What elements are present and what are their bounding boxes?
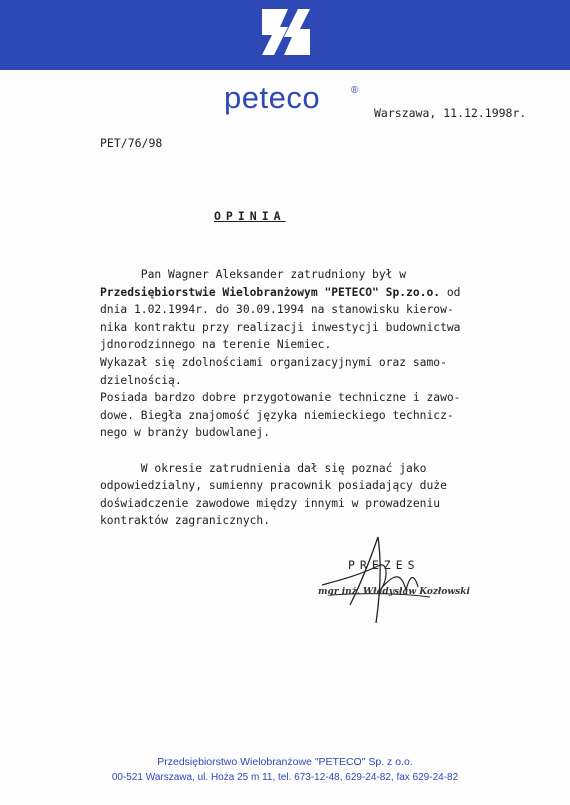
body-line-pre: dzielnością. bbox=[100, 373, 182, 387]
letter-body bbox=[100, 266, 500, 530]
body-line bbox=[100, 372, 500, 390]
body-line bbox=[100, 284, 500, 302]
body-line bbox=[100, 495, 500, 513]
signature-scribble-icon bbox=[310, 535, 470, 625]
body-line bbox=[100, 460, 500, 478]
body-line bbox=[100, 407, 500, 425]
body-line-pre: Posiada bardzo dobre przygotowanie techniczne i zawo- bbox=[100, 391, 461, 405]
body-line-pre: Wykazał się zdolnościami organizacyjnymi oraz samo- bbox=[100, 355, 447, 369]
body-line bbox=[100, 319, 500, 337]
signer-title: PREZES bbox=[348, 558, 420, 572]
peteco-logo-icon bbox=[258, 5, 314, 59]
body-line bbox=[100, 424, 500, 442]
footer-company: Przedsiębiorstwo Wielobranżowe "PETECO" Sp. z o.o. bbox=[157, 756, 413, 768]
body-line-pre: W okresie zatrudnienia dał się poznać jako bbox=[100, 461, 427, 475]
body-line bbox=[100, 336, 500, 354]
body-line bbox=[100, 266, 500, 284]
body-line-pre: kontraktów zagranicznych. bbox=[100, 514, 271, 528]
body-line bbox=[100, 389, 500, 407]
body-line-pre: dowe. Biegła znajomość języka niemieckiego technicz- bbox=[100, 408, 454, 422]
body-line-pre: nika kontraktu przy realizacji inwestycji budownictwa bbox=[100, 320, 461, 334]
footer-address: 00-521 Warszawa, ul. Hoża 25 m 11, tel. 673-12-48, 629-24-82, fax 629-24-82 bbox=[111, 772, 459, 783]
body-line bbox=[100, 477, 500, 495]
place-date: Warszawa, 11.12.1998r. bbox=[374, 106, 527, 120]
body-line-pre: dnia 1.02.1994r. do 30.09.1994 na stanowisku kierow- bbox=[100, 303, 454, 317]
registered-mark: ® bbox=[351, 85, 359, 96]
body-line-pre: doświadczenie zawodowe między innymi w prowadzeniu bbox=[100, 496, 441, 510]
body-line bbox=[100, 512, 500, 530]
brand-name: peteco bbox=[224, 80, 321, 115]
body-line bbox=[100, 354, 500, 372]
document-title: OPINIA bbox=[214, 209, 286, 223]
body-line-post: od bbox=[440, 285, 461, 299]
body-line-bold: Przedsiębiorstwie Wielobranżowym "PETECO" Sp.zo.o. bbox=[100, 285, 441, 299]
body-line-pre: Pan Wagner Aleksander zatrudniony był w bbox=[100, 268, 407, 281]
body-line bbox=[100, 442, 500, 460]
reference-number: PET/76/98 bbox=[100, 136, 163, 150]
body-line-pre: jdnorodzinnego na terenie Niemiec. bbox=[100, 338, 332, 352]
signer-name-stamp: mgr inż. Władysław Kozłowski bbox=[318, 587, 470, 597]
body-line-pre: odpowiedzialny, sumienny pracownik posiadający duże bbox=[100, 479, 447, 493]
body-line-pre: nego w branży budowlanej. bbox=[100, 426, 271, 440]
header-band bbox=[0, 0, 570, 70]
body-line bbox=[100, 301, 500, 319]
